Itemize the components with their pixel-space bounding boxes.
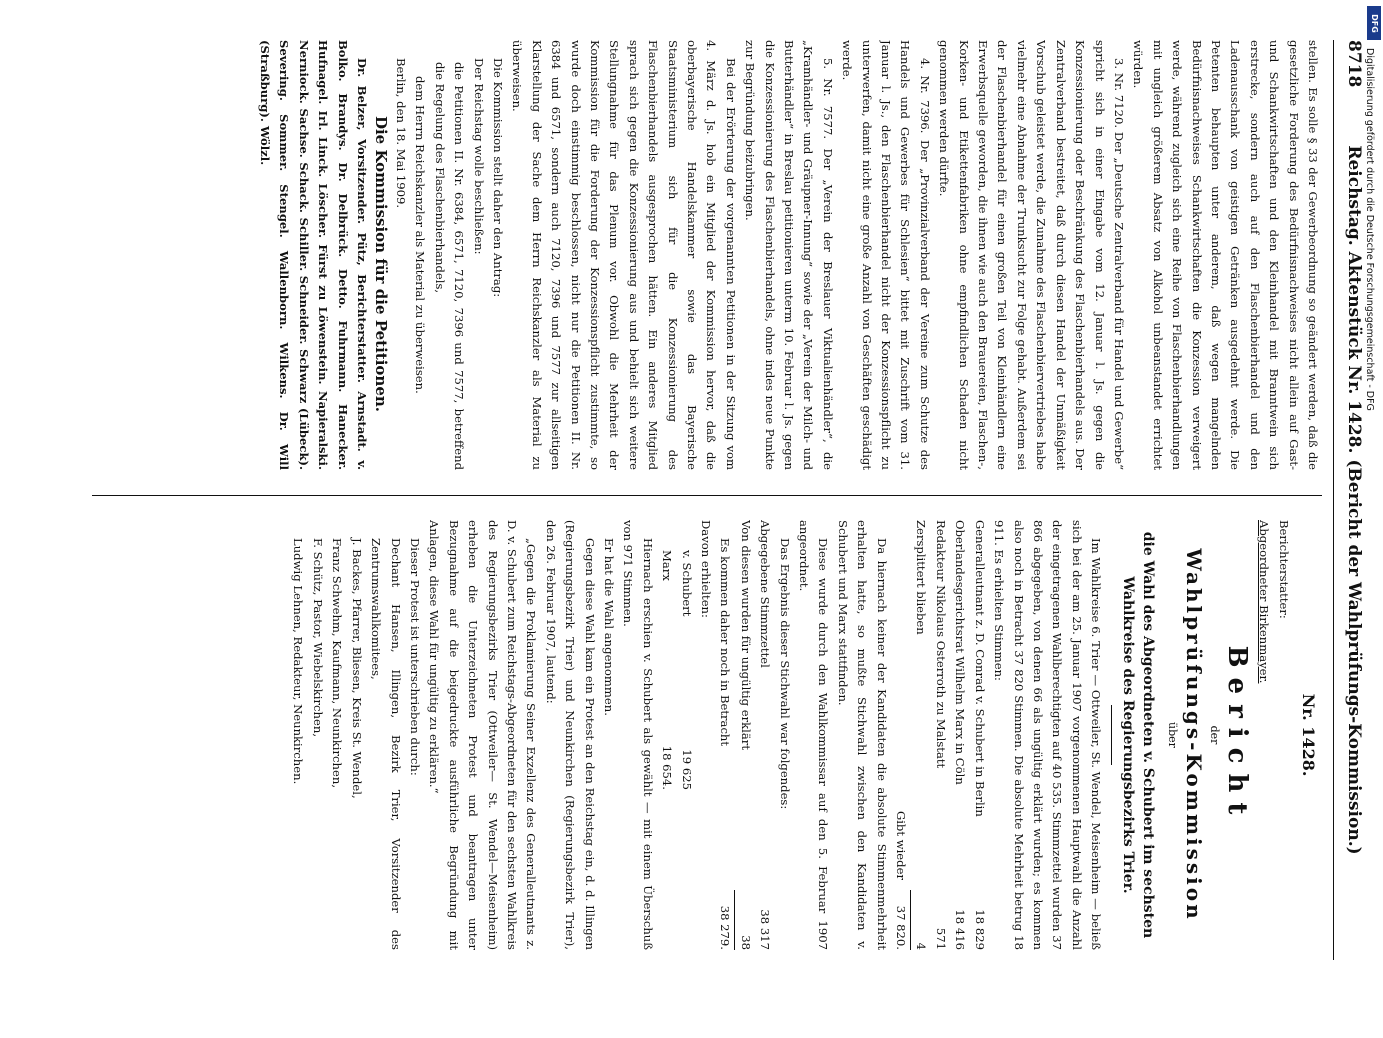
- result-row: [931, 520, 950, 950]
- paragraph: Die Kommission stellt daher den Antrag:: [490, 58, 505, 298]
- date-line: Berlin, den 18. Mai 1909.: [393, 58, 408, 209]
- result-value: 18 829: [972, 909, 987, 950]
- paragraph: dem Herrn Reichskanzler als Material zu überweisen.: [413, 76, 428, 394]
- davon-line: Davon erhielten:: [699, 520, 714, 618]
- bericht-heading: Bericht: [1221, 645, 1252, 825]
- paragraph: Bei der Erörterung der vorgenannten Petitionen in der Sitzung vom 4. März d. Js. hob ein Mitglied der Kommission hervor, daß die oberbayerische Handelskammer sowie das Bayerische Staatsministerium sich für die Konzessionierung des Flaschenbierhandels ausgesprochen hätten. Ein anderes Mitglied sprach sich gegen die Konzessionierung aus und behielt sich weitere Stellungnahme für das Plenum vor. Obwohl die Mehrheit der Kommission für die Forderung der Konzessionspflicht zustimmte, so wurde doch einstimmig beschlossen, nicht nur die Petitionen II. Nr. 6384 und 6571, sondern auch 7120, 7396 und 7577 zur allseitigen Klarstellung der Sache dem Herrn Reichskanzler als Material zu überweisen.: [510, 40, 738, 470]
- result-row: [950, 520, 969, 950]
- berichterstatter-label: Berichterstatter:: [1276, 520, 1291, 619]
- paragraph: Diese wurde durch den Wahlkommissar auf den 5. Februar 1907 angeordnet.: [797, 520, 831, 950]
- dfg-credit-text: Digitalisierung gefördert durch die Deutsche Forschungsgemeinschaft - DFG: [1364, 48, 1375, 411]
- result-label: Generalleutnant z. D. Conrad v. Schubert in Berlin: [972, 520, 987, 817]
- stich-row: [715, 520, 734, 950]
- document-number: Nr. 1428.: [1299, 693, 1318, 777]
- paragraph: Gegen diese Wahl kam ein Protest an den Reichstag ein, d. d. Illingen (Regierungsbezirk Trier) und Neunkirchen (Regierungsbezirk Trier), den 26. Februar 1907, lautend:: [543, 520, 597, 950]
- subject-heading: die Wahl des Abgeordneten v. Schubert im sechsten Wahlkreise des Regierungsbezirks Trier.: [1120, 531, 1157, 939]
- result-label: Zersplittert blieben: [914, 520, 929, 635]
- result-row: [910, 520, 930, 950]
- paragraph: 3. Nr. 7120. Der „Deutsche Zentralverband für Handel und Gewerbe“ spricht sich in einer Eingabe vom 12. Januar l. Js. gegen die Konzessionierung oder Beschränkung des Flaschenbierhandels aus. Der Zentralverband bestreitet, daß durch diesen Handel der Unmäßigkeit Vorschub geleistet werde, die Zunahme des Flaschenbiervertriebes habe vielmehr eine Abnahme der Trunksucht zur Folge gehabt. Außerdem sei der Flaschenbierhandel für einen großen Teil von Kleinhändlern eine Erwerbsquelle geworden, die ihnen wie auch den Brauereien, Flaschen-, Korken- und Etikettenfabriken ohne empfindlichen Schaden nicht genommen werden dürfte.: [937, 40, 1126, 470]
- intro-paragraph: Im Wahlkreise 6. Trier — Ottweiler, St. Wendel, Meisenheim — beließ sich bei der am 25. Januar 1907 vorgenommenen Hauptwahl die Anzahl der eingetragenen Wahlberechtigten auf 40 535. Stimmzettel wurden 37 866 abgegeben, von denen 66 als ungültig erklärt wurden; es kommen also noch in Betracht 37 820 Stimmen. Die absolute Mehrheit betrug 18 911. Es erhielten Stimmen:: [992, 520, 1104, 950]
- dfg-credit: [1362, 48, 1380, 1038]
- signer: Ludwig Lehnen, Redakteur, Neunkirchen.: [291, 538, 306, 785]
- paragraph: 4. Nr. 7396. Der „Provinzialverband der Vereine zum Schutze des Handels und Gewerbes für Schlesien“ bittet mit Zuschrift vom 31. Januar l. Js., den Flaschenbierhandel nicht der Konzessionspflicht zu unterwerfen, damit nicht eine große Anzahl von Geschäften geschädigt werde.: [840, 40, 932, 470]
- stich-label: Abgegebene Stimmzettel: [758, 520, 773, 668]
- commission-heading: Wahlprüfungs-Kommission: [1181, 548, 1206, 922]
- result-value: 18 416: [953, 909, 968, 950]
- result-label: Redakteur Nikolaus Osterroth zu Malstatt: [933, 520, 948, 769]
- page-number: 8718: [1344, 40, 1364, 88]
- running-title: Reichstag. Aktenstück Nr. 1428. (Bericht der Wahlprüfungs-Kommission.): [1344, 145, 1364, 855]
- separator-rule: [1111, 705, 1112, 765]
- result-row: [891, 520, 910, 950]
- signer: F. Schütz, Pastor, Wiebelskirchen,: [310, 538, 325, 738]
- signer: J. Backes, Pfarrer, Bliesen, Kreis St. Wendel,: [349, 538, 364, 799]
- paragraph: die Petitionen II. Nr. 6384, 6571, 7120, 7396 und 7577, betreffend die Regelung des Flaschenbierhandels,: [432, 62, 467, 470]
- protest-quote: „Gegen die Proklamierung Seiner Exzellenz des Generalleutnants z. D. v. Schubert zum Reichstags-Abgeordneten für den sechsten Wahlkreis des Regierungsbezirks Trier (Ottweiler— St. Wendel—Meisenheim) erheben die Unterzeichneten Protest und beantragen unter Bezugnahme auf die beigedruckte ausführliche Begründung mit Anlagen, diese Wahl für ungültig zu erklären.“: [427, 520, 539, 950]
- rotated-page-content: [70, 40, 1370, 960]
- stich-row: [734, 520, 754, 950]
- paragraph: Der Reichstag wolle beschließen:: [471, 58, 486, 255]
- result-row: [969, 520, 988, 950]
- berichterstatter-name: Abgeordneter Birkenmayer.: [1257, 520, 1272, 684]
- stich-label: Von diesen wurden für ungültig erklärt: [738, 520, 753, 751]
- stich-value: 38 279.: [718, 905, 733, 950]
- paragraph: 5. Nr. 7577. Der „Verein der Breslauer Viktualienhändler“, die „Kramhändler- und Gräupner-Innung“ sowie der „Verein der Milch- und Butterhändler“ in Breslau petitionieren unterm 10. Februar l. Js. gegen die Konzessionierung des Flaschenbierhandels, ohne indes neue Punkte zur Begründung beizubringen.: [743, 40, 835, 470]
- stich-label: Es kommen daher noch in Betracht: [718, 538, 733, 747]
- stich-value: 38: [734, 890, 754, 950]
- vote-row: [657, 520, 676, 790]
- result-label: Oberlandesgerichtsrat Wilhelm Marx in Cöln: [953, 520, 968, 785]
- dfg-logo: DFG: [1367, 6, 1381, 40]
- ueber-line: über: [1165, 722, 1179, 748]
- paragraph: Das Ergebnis dieser Stichwahl war folgendes:: [777, 538, 792, 810]
- paragraph: stellen. Es solle § 33 der Gewerbeordnung so geändert werden, daß die gesetzliche Forderung des Bedürfnisnachweises nicht allein auf Gast- und Schankwirtschaften und den Kleinhandel mit Branntwein sich erstrecke, sondern auch auf den Flaschenbierhandel und den Ladenausschank von geistigen Getränken ausgedehnt werde. Die Petenten behaupten unter anderem, daß wegen mangelnden Bedürfnisnachweises Schankwirtschaften die Konzession verweigert werde, während zugleich sich eine Reihe von Flaschenbierhandlungen mit ungleich größerem Absatz von Alkohol unbeanstandet errichtet würden.: [1131, 40, 1320, 470]
- signer: Franz Schwehm, Kaufmann, Neunkirchen,: [330, 538, 345, 789]
- signer: Dechant Hansen, Illingen, Bezirk Trier, Vorsitzender des Zentrumswahlkomitees,: [369, 538, 403, 950]
- stich-value: 38 317: [758, 909, 773, 950]
- result-value: 37 820.: [894, 905, 909, 950]
- right-column: [82, 520, 1322, 950]
- result-value: 571: [933, 927, 948, 950]
- paragraph: Er hat die Wahl angenommen.: [602, 538, 616, 716]
- left-column: [82, 40, 1322, 470]
- vote-row: [676, 520, 695, 790]
- vote-label: Marx: [660, 550, 675, 581]
- vote-value: 19 625: [679, 749, 694, 790]
- vote-label: v. Schubert: [679, 550, 694, 617]
- column-divider: [92, 495, 1322, 496]
- result-label: Gibt wieder: [894, 810, 909, 880]
- paragraph: Da hiernach keiner der Kandidaten die absolute Stimmenmehrheit erhalten hatte, so mußte Stichwahl zwischen den Kandidaten v. Schubert und Marx stattfinden.: [835, 520, 889, 950]
- der-line: der: [1208, 725, 1222, 745]
- result-value: 4: [910, 890, 930, 950]
- vote-value: 18 654.: [660, 745, 675, 790]
- paragraph: Hiernach erschien v. Schubert als gewählt — mit einem Überschuß von 971 Stimmen.: [621, 520, 655, 950]
- commission-title: Die Kommission für die Petitionen.: [372, 115, 391, 413]
- signatures: Dr. Belzer, Vorsitzender. Pütz, Berichterstatter. Arnstadt. v. Bolko. Brandys. Dr. Delbrück. Detto. Fuhrmann. Hanecker. Hufnagel. Irl. Linck. Löscher. Fürst zu Löwenstein. Napieralski. Nerniock. Sachse. Schack. Schiller. Schneider. Schwarz (Lübeck). Severing. Sommer. Stengel. Wallenborn. Wilkens. Dr. Will (Straßburg). Wölzl.: [258, 40, 370, 470]
- stich-row: [755, 520, 774, 950]
- paragraph: Dieser Protest ist unterschrieben durch:: [407, 538, 422, 776]
